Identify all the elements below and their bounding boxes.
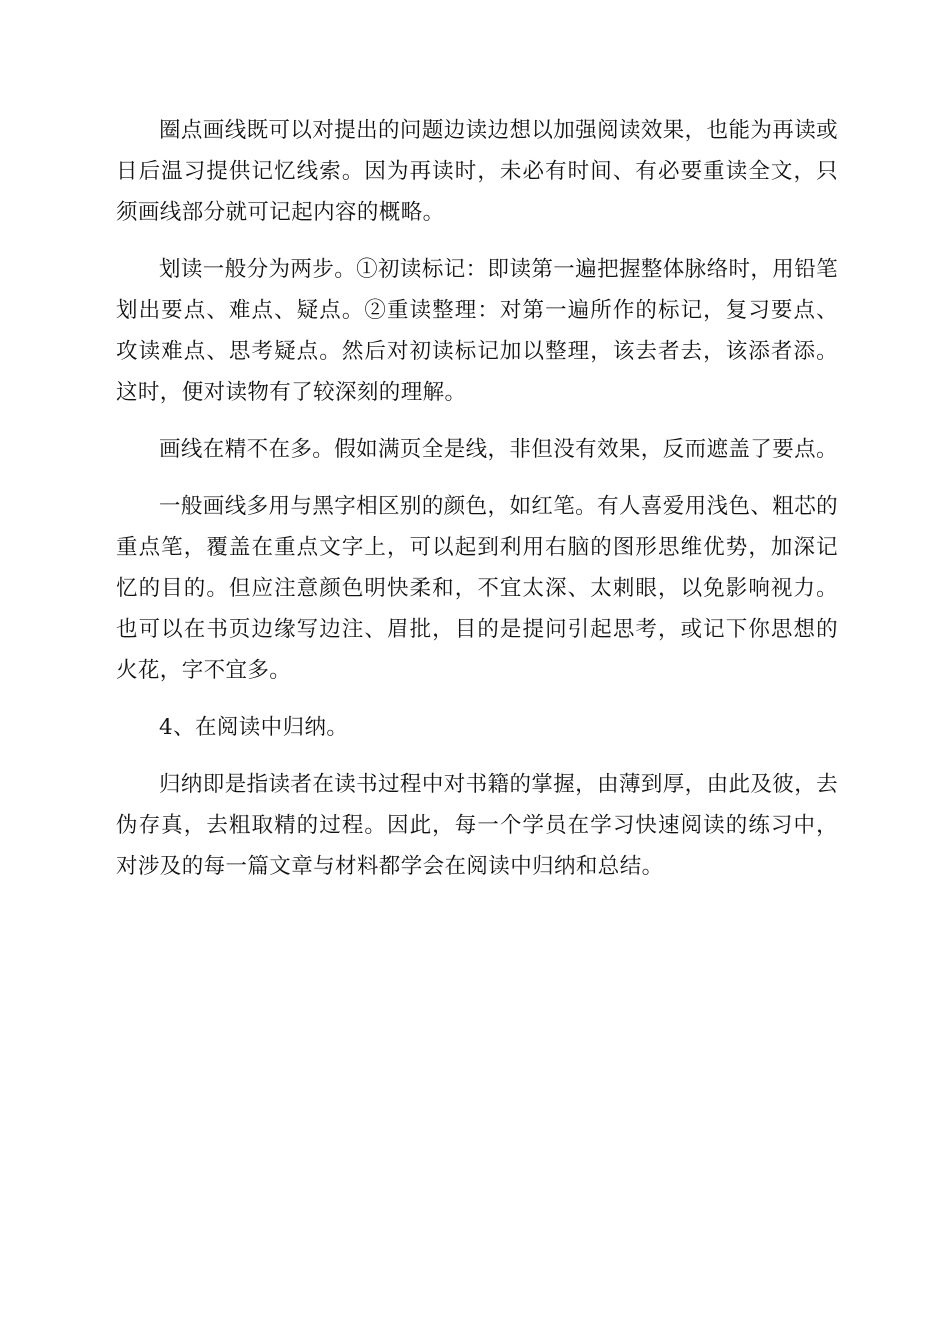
paragraph-two-step-reading: 划读一般分为两步。①初读标记：即读第一遍把握整体脉络时，用铅笔划出要点、难点、疑点。②重读整理：对第一遍所作的标记，复习要点、攻读难点、思考疑点。然后对初读标记加以整理，该去者去，该添者添。这时，便对读物有了较深刻的理解。 xyxy=(116,257,838,405)
paragraph-marking-colors: 一般画线多用与黑字相区别的颜色，如红笔。有人喜爱用浅色、粗芯的重点笔，覆盖在重点文字上，可以起到利用右脑的图形思维优势，加深记忆的目的。但应注意颜色明快柔和，不宜太深、太刺眼，以免影响视力。也可以在书页边缘写边注、眉批，目的是提问引起思考，或记下你思想的火花，字不宜多。 xyxy=(116,494,838,683)
paragraph-quality-over-quantity: 画线在精不在多。假如满页全是线，非但没有效果，反而遮盖了要点。 xyxy=(159,437,838,462)
section-heading-summarize: 4、在阅读中归纳。 xyxy=(159,715,349,740)
paragraph-underline-marking: 圈点画线既可以对提出的问题边读边想以加强阅读效果，也能为再读或日后温习提供记忆线索。因为再读时，未必有时间、有必要重读全文，只须画线部分就可记起内容的概略。 xyxy=(116,118,838,225)
document-page xyxy=(116,110,838,903)
paragraph-summarize-definition: 归纳即是指读者在读书过程中对书籍的掌握，由薄到厚，由此及彼，去伪存真，去粗取精的过程。因此，每一个学员在学习快速阅读的练习中，对涉及的每一篇文章与材料都学会在阅读中归纳和总结。 xyxy=(116,772,838,879)
